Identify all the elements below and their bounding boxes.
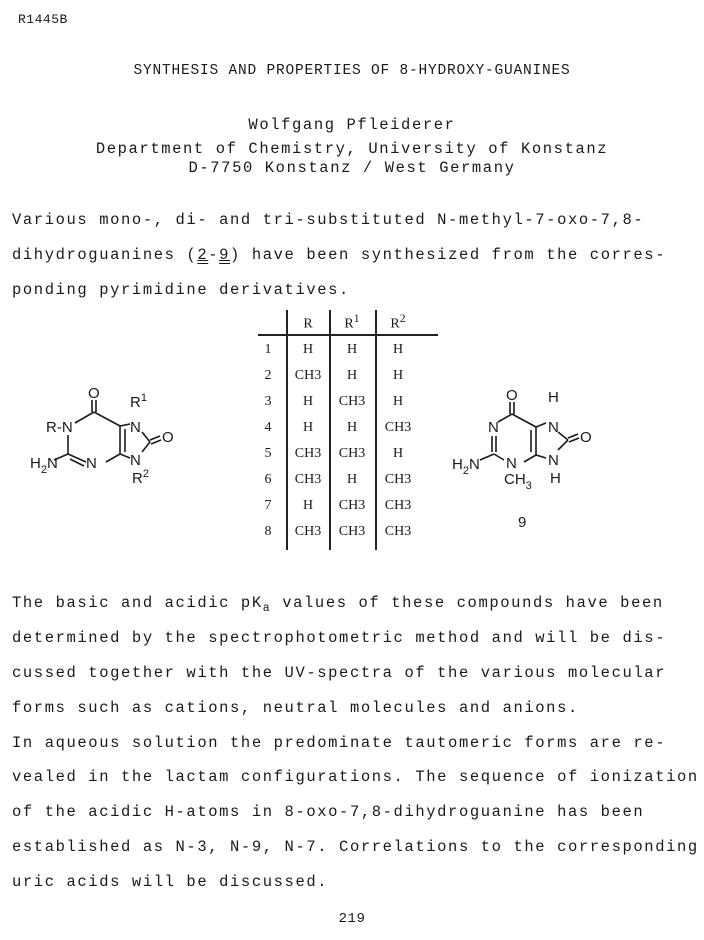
general-structure-diagram	[20, 370, 200, 500]
table-row-number: 2	[264, 368, 272, 383]
table-cell: CH3	[338, 524, 366, 539]
text: ) have been synthesized from the corres-	[230, 246, 667, 264]
text: dihydroguanines (	[12, 246, 198, 264]
address: D-7750 Konstanz / West Germany	[188, 159, 516, 177]
table-cell: CH3	[294, 524, 322, 539]
table-cell: CH3	[294, 472, 322, 487]
atom-label: N	[86, 455, 97, 472]
label: N	[468, 456, 480, 473]
label: 2	[40, 464, 47, 476]
paper-title: SYNTHESIS AND PROPERTIES OF 8-HYDROXY-GUANINES	[133, 63, 571, 79]
atom-label	[130, 392, 147, 411]
table-header-rule	[258, 334, 438, 336]
atom-label: N	[130, 452, 141, 469]
label: H	[452, 456, 463, 473]
table-cell: CH3	[384, 420, 412, 435]
label: N	[46, 455, 58, 472]
body-line: forms such as cations, neutral molecules and anions.	[12, 699, 579, 717]
compound-number: 9	[518, 514, 527, 530]
document-code: R1445B	[18, 12, 68, 27]
table-cell: CH3	[338, 446, 366, 461]
text: -	[208, 246, 220, 264]
table-cell: H	[392, 446, 404, 461]
atom-label: O	[88, 385, 100, 402]
atom-label	[504, 471, 532, 492]
table-cell: CH3	[384, 472, 412, 487]
table-row-number: 4	[264, 420, 272, 435]
atom-label: R-N	[46, 419, 73, 436]
table-cell: H	[346, 472, 358, 487]
table-header-cell	[376, 312, 420, 333]
table-cell: CH3	[294, 446, 322, 461]
body-line: In aqueous solution the predominate tautomeric forms are re-	[12, 734, 667, 752]
atom-label: O	[162, 429, 174, 446]
body-line: cussed together with the UV-spectra of the various molecular	[12, 664, 667, 682]
atom-label: H	[550, 470, 561, 487]
atom-label: H	[548, 389, 559, 406]
atom-label: O	[506, 387, 518, 404]
subscript: a	[262, 602, 272, 616]
compound-ref: 2	[197, 246, 209, 264]
table-row-number: 6	[264, 472, 272, 487]
body-line: of the acidic H-atoms in 8-oxo-7,8-dihydroguanine has been	[12, 803, 645, 821]
table-cell: H	[346, 420, 358, 435]
atom-label	[30, 455, 58, 476]
table-cell: H	[346, 368, 358, 383]
table-cell: H	[302, 342, 314, 357]
atom-label	[132, 468, 149, 487]
table-row-number: 3	[264, 394, 272, 409]
label: H	[30, 455, 41, 472]
label: 2	[142, 468, 149, 480]
table-row-number: 5	[264, 446, 272, 461]
table-header-cell	[286, 312, 330, 333]
superscript: 1	[353, 312, 360, 325]
label: 2	[462, 465, 469, 477]
label: R	[303, 316, 313, 332]
table-cell: H	[392, 394, 404, 409]
table-row-number: 1	[264, 342, 272, 357]
label: R	[390, 316, 400, 332]
intro-line	[12, 246, 666, 264]
label: R	[344, 316, 354, 332]
text: values of these compounds have been	[271, 594, 664, 612]
table-cell: H	[302, 394, 314, 409]
table-header-cell	[330, 312, 374, 333]
atom-label: N	[548, 452, 559, 469]
label: R	[130, 394, 141, 411]
table-cell: CH3	[384, 498, 412, 513]
atom-label: N	[506, 455, 517, 472]
atom-label: N	[130, 419, 141, 436]
body-line: uric acids will be discussed.	[12, 873, 329, 891]
table-cell: CH3	[384, 524, 412, 539]
substituent-table	[250, 306, 440, 556]
page-number: 219	[338, 911, 366, 927]
atom-label: N	[548, 419, 559, 436]
label: R	[132, 470, 143, 487]
body-line: vealed in the lactam configurations. The sequence of ionization	[12, 768, 699, 786]
superscript: 2	[399, 312, 406, 325]
body-line	[12, 594, 664, 616]
table-cell: H	[346, 342, 358, 357]
table-cell: CH3	[338, 498, 366, 513]
table-cell: CH3	[338, 394, 366, 409]
table-cell: CH3	[294, 368, 322, 383]
intro-line: Various mono-, di- and tri-substituted N-methyl-7-oxo-7,8-	[12, 211, 645, 229]
body-line: established as N-3, N-9, N-7. Correlations to the corresponding	[12, 838, 699, 856]
table-cell: H	[392, 368, 404, 383]
compound-9-structure-diagram	[440, 370, 620, 530]
compound-ref: 9	[219, 246, 231, 264]
label: 1	[140, 392, 147, 404]
label: CH	[504, 471, 526, 488]
atom-label: N	[488, 419, 499, 436]
author: Wolfgang Pfleiderer	[248, 116, 456, 134]
table-cell: H	[302, 420, 314, 435]
intro-line: ponding pyrimidine derivatives.	[12, 281, 350, 299]
body-line: determined by the spectrophotometric method and will be dis-	[12, 629, 667, 647]
atom-label	[452, 456, 480, 477]
table-row-number: 7	[264, 498, 272, 513]
text: The basic and acidic pK	[12, 594, 263, 612]
label: 3	[525, 480, 532, 492]
affiliation: Department of Chemistry, University of Konstanz	[95, 140, 609, 158]
table-row-number: 8	[264, 524, 272, 539]
table-cell: H	[392, 342, 404, 357]
atom-label: O	[580, 429, 592, 446]
table-cell: H	[302, 498, 314, 513]
